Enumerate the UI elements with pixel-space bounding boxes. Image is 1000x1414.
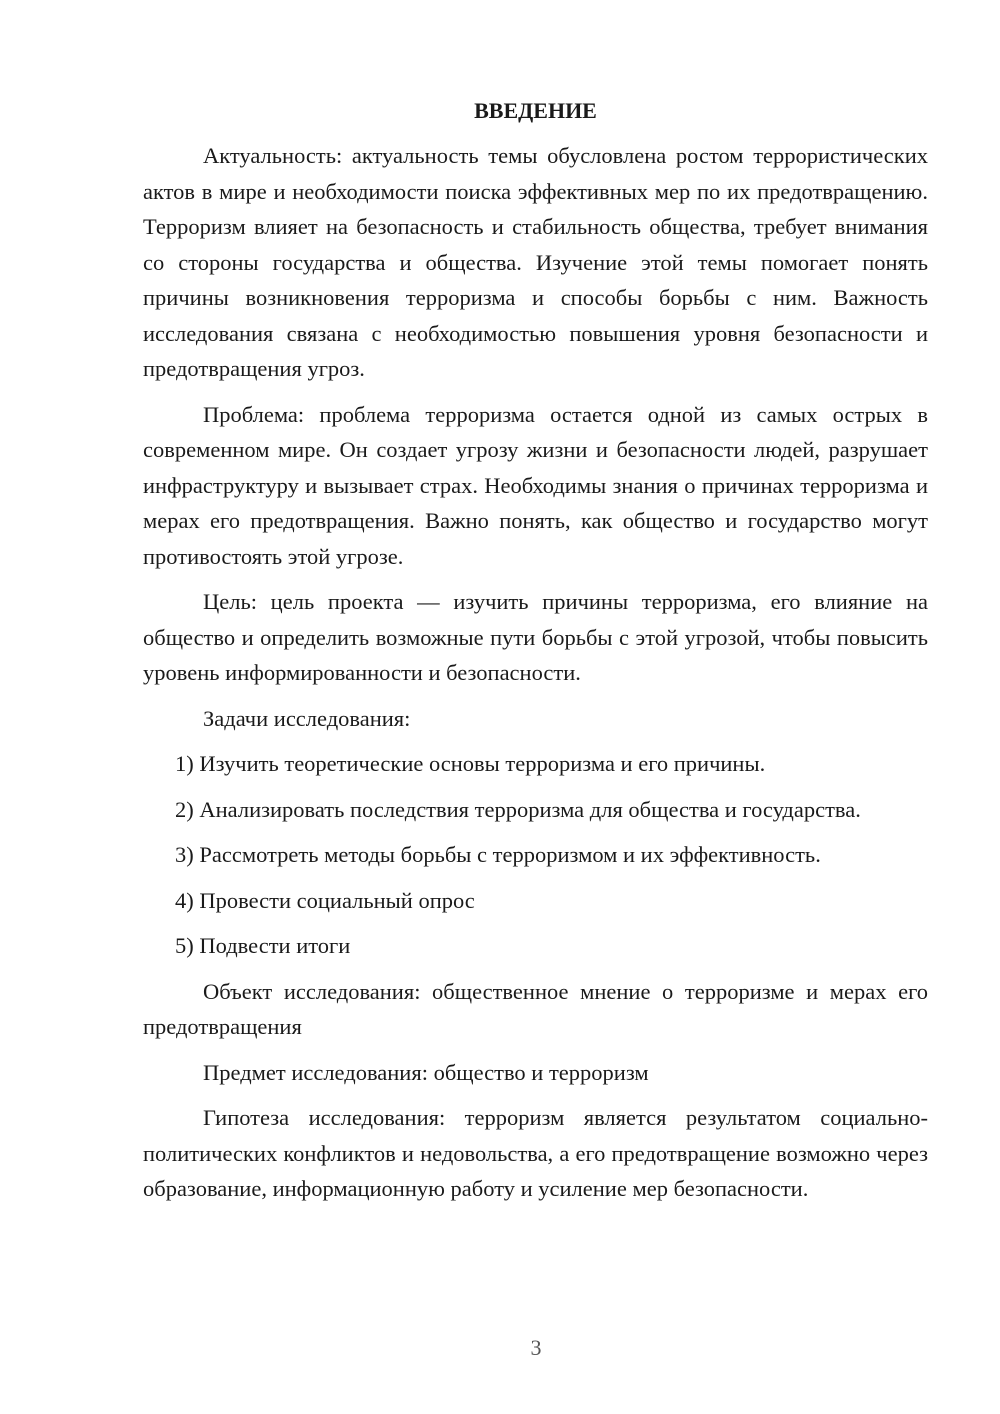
paragraph-tasks-heading: Задачи исследования: [203, 705, 411, 731]
list-item: 5) Подвести итоги [175, 933, 351, 958]
paragraph-object: Объект исследования: общественное мнение о терроризме и мерах его предотвращения [143, 978, 928, 1039]
list-item: 3) Рассмотреть методы борьбы с терроризмом и их эффективность. [175, 842, 821, 867]
page-title: ВВЕДЕНИЕ [474, 98, 597, 123]
paragraph-hypothesis: Гипотеза исследования: терроризм является результатом социально-политических конфликтов и недовольства, а его предотвращение возможно через образование, информационную работу и усиление мер безопасности. [143, 1105, 928, 1201]
tasks-list [143, 746, 928, 964]
list-item: 2) Анализировать последствия терроризма для общества и государства. [175, 796, 861, 822]
paragraph-problem: Проблема: проблема терроризма остается одной из самых острых в современном мире. Он создает угрозу жизни и безопасности людей, разрушает инфраструктуру и вызывает страх. Необходимы знания о причинах терроризма и мерах его предотвращения. Важно понять, как общество и государство могут противостоять этой угрозе. [143, 401, 928, 569]
list-item: 1) Изучить теоретические основы терроризма и его причины. [175, 751, 766, 776]
paragraph-goal: Цель: цель проекта — изучить причины терроризма, его влияние на общество и определить возможные пути борьбы с этой угрозой, чтобы повысить уровень информированности и безопасности. [143, 589, 928, 685]
paragraph-relevance: Актуальность: актуальность темы обусловлена ростом террористических актов в мире и необходимости поиска эффективных мер по их предотвращению. Терроризм влияет на безопасность и стабильность общества, требует внимания со стороны государства и общества. Изучение этой темы помогает понять причины возникновения терроризма и способы борьбы с ним. Важность исследования связана с необходимостью повышения уровня безопасности и предотвращения угроз. [143, 143, 928, 381]
paragraph-subject: Предмет исследования: общество и терроризм [203, 1059, 649, 1085]
page-content [143, 96, 928, 1207]
page-number: 3 [530, 1335, 542, 1360]
list-item: 4) Провести социальный опрос [175, 887, 475, 913]
